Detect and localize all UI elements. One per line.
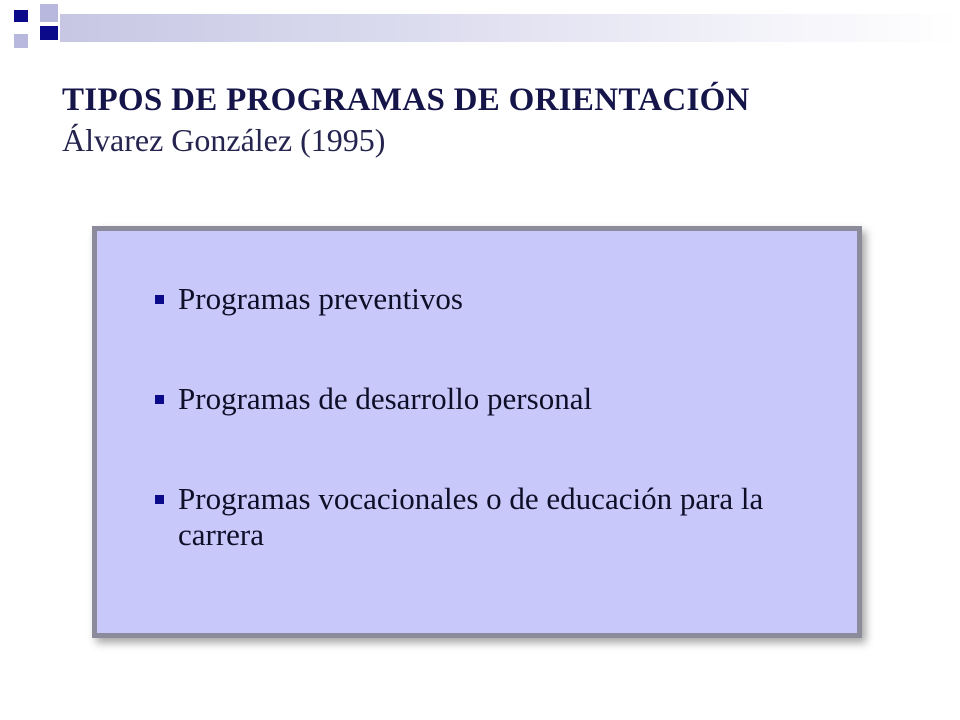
page-subtitle: Álvarez González (1995) — [62, 122, 386, 158]
title-block — [62, 80, 922, 160]
square-decoration-icon — [14, 10, 28, 22]
list-item — [155, 481, 845, 553]
bullet-text: Programas preventivos — [178, 281, 463, 316]
bullet-text: Programas vocacionales o de educación para la carrera — [178, 481, 764, 552]
header-decoration — [0, 0, 960, 60]
header-gradient-band — [60, 14, 960, 42]
square-decoration-icon — [40, 26, 58, 40]
list-item — [155, 381, 845, 417]
list-item — [155, 281, 845, 317]
square-bullet-icon — [155, 295, 164, 304]
square-bullet-icon — [155, 395, 164, 404]
content-box — [92, 226, 862, 638]
square-decoration-icon — [14, 34, 28, 48]
bullet-text: Programas de desarrollo personal — [178, 381, 593, 416]
square-decoration-icon — [40, 4, 58, 22]
square-bullet-icon — [155, 495, 164, 504]
bullet-list — [155, 281, 845, 553]
page-title: TIPOS DE PROGRAMAS DE ORIENTACIÓN — [62, 82, 750, 118]
